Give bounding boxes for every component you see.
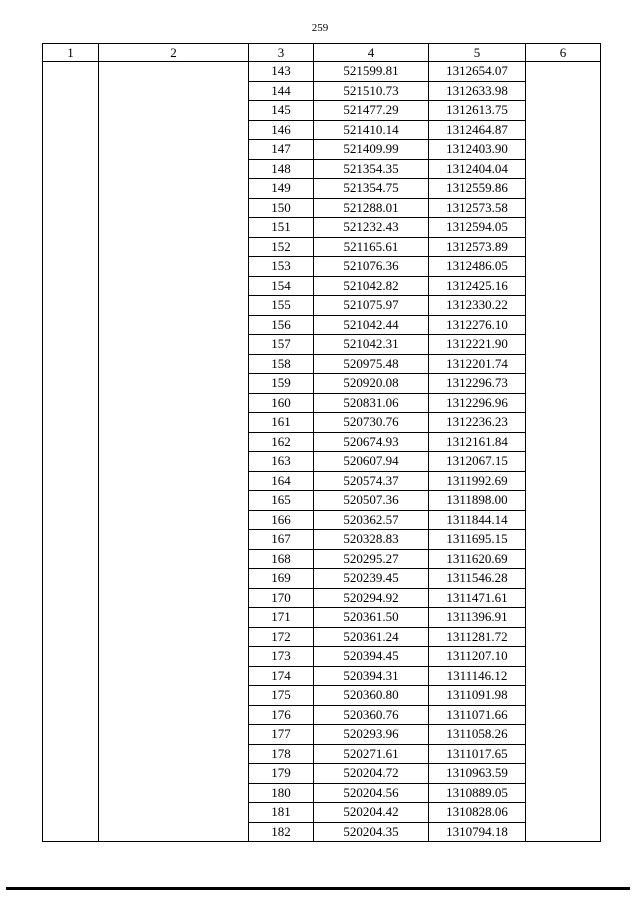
x-coordinate-cell: 520271.61 xyxy=(314,744,429,764)
x-coordinate-cell: 520204.56 xyxy=(314,783,429,803)
point-number-cell: 172 xyxy=(249,627,314,647)
point-number-cell: 173 xyxy=(249,647,314,667)
point-number-cell: 158 xyxy=(249,354,314,374)
x-coordinate-cell: 520507.36 xyxy=(314,491,429,511)
y-coordinate-cell: 1312613.75 xyxy=(429,101,526,121)
point-number-cell: 170 xyxy=(249,588,314,608)
x-coordinate-cell: 521042.82 xyxy=(314,276,429,296)
y-coordinate-cell: 1312403.90 xyxy=(429,140,526,160)
point-number-cell: 175 xyxy=(249,686,314,706)
point-number-cell: 155 xyxy=(249,296,314,316)
x-coordinate-cell: 521076.36 xyxy=(314,257,429,277)
y-coordinate-cell: 1310828.06 xyxy=(429,803,526,823)
point-number-cell: 168 xyxy=(249,549,314,569)
y-coordinate-cell: 1312654.07 xyxy=(429,62,526,82)
header-col-6: 6 xyxy=(526,44,601,62)
x-coordinate-cell: 520361.50 xyxy=(314,608,429,628)
y-coordinate-cell: 1310794.18 xyxy=(429,822,526,842)
y-coordinate-cell: 1311207.10 xyxy=(429,647,526,667)
point-number-cell: 153 xyxy=(249,257,314,277)
x-coordinate-cell: 521042.31 xyxy=(314,335,429,355)
header-col-2: 2 xyxy=(99,44,249,62)
x-coordinate-cell: 520361.24 xyxy=(314,627,429,647)
point-number-cell: 146 xyxy=(249,120,314,140)
y-coordinate-cell: 1311071.66 xyxy=(429,705,526,725)
point-number-cell: 165 xyxy=(249,491,314,511)
page-number: 259 xyxy=(311,22,329,34)
x-coordinate-cell: 520360.76 xyxy=(314,705,429,725)
table-row xyxy=(43,62,601,82)
y-coordinate-cell: 1312221.90 xyxy=(429,335,526,355)
x-coordinate-cell: 520294.92 xyxy=(314,588,429,608)
point-number-cell: 150 xyxy=(249,198,314,218)
y-coordinate-cell: 1312404.04 xyxy=(429,159,526,179)
coordinates-table xyxy=(42,43,601,842)
x-coordinate-cell: 521410.14 xyxy=(314,120,429,140)
point-number-cell: 180 xyxy=(249,783,314,803)
point-number-cell: 145 xyxy=(249,101,314,121)
y-coordinate-cell: 1311017.65 xyxy=(429,744,526,764)
point-number-cell: 171 xyxy=(249,608,314,628)
y-coordinate-cell: 1311091.98 xyxy=(429,686,526,706)
y-coordinate-cell: 1311396.91 xyxy=(429,608,526,628)
point-number-cell: 148 xyxy=(249,159,314,179)
point-number-cell: 177 xyxy=(249,725,314,745)
point-number-cell: 179 xyxy=(249,764,314,784)
header-col-1: 1 xyxy=(43,44,99,62)
point-number-cell: 182 xyxy=(249,822,314,842)
x-coordinate-cell: 520204.72 xyxy=(314,764,429,784)
x-coordinate-cell: 521409.99 xyxy=(314,140,429,160)
y-coordinate-cell: 1311546.28 xyxy=(429,569,526,589)
y-coordinate-cell: 1311844.14 xyxy=(429,510,526,530)
x-coordinate-cell: 520730.76 xyxy=(314,413,429,433)
x-coordinate-cell: 520831.06 xyxy=(314,393,429,413)
x-coordinate-cell: 520204.35 xyxy=(314,822,429,842)
x-coordinate-cell: 520204.42 xyxy=(314,803,429,823)
point-number-cell: 144 xyxy=(249,81,314,101)
y-coordinate-cell: 1312573.89 xyxy=(429,237,526,257)
x-coordinate-cell: 520674.93 xyxy=(314,432,429,452)
y-coordinate-cell: 1312330.22 xyxy=(429,296,526,316)
x-coordinate-cell: 520607.94 xyxy=(314,452,429,472)
point-number-cell: 159 xyxy=(249,374,314,394)
point-number-cell: 181 xyxy=(249,803,314,823)
y-coordinate-cell: 1312296.73 xyxy=(429,374,526,394)
point-number-cell: 154 xyxy=(249,276,314,296)
y-coordinate-cell: 1312236.23 xyxy=(429,413,526,433)
point-number-cell: 157 xyxy=(249,335,314,355)
header-col-4: 4 xyxy=(314,44,429,62)
y-coordinate-cell: 1312067.15 xyxy=(429,452,526,472)
blank-cell-col-1 xyxy=(43,62,99,842)
point-number-cell: 162 xyxy=(249,432,314,452)
point-number-cell: 169 xyxy=(249,569,314,589)
point-number-cell: 166 xyxy=(249,510,314,530)
x-coordinate-cell: 520295.27 xyxy=(314,549,429,569)
y-coordinate-cell: 1312161.84 xyxy=(429,432,526,452)
x-coordinate-cell: 521510.73 xyxy=(314,81,429,101)
y-coordinate-cell: 1310889.05 xyxy=(429,783,526,803)
x-coordinate-cell: 521042.44 xyxy=(314,315,429,335)
point-number-cell: 143 xyxy=(249,62,314,82)
y-coordinate-cell: 1312201.74 xyxy=(429,354,526,374)
point-number-cell: 152 xyxy=(249,237,314,257)
point-number-cell: 167 xyxy=(249,530,314,550)
y-coordinate-cell: 1312559.86 xyxy=(429,179,526,199)
x-coordinate-cell: 520394.31 xyxy=(314,666,429,686)
x-coordinate-cell: 520360.80 xyxy=(314,686,429,706)
y-coordinate-cell: 1312425.16 xyxy=(429,276,526,296)
point-number-cell: 163 xyxy=(249,452,314,472)
y-coordinate-cell: 1311898.00 xyxy=(429,491,526,511)
point-number-cell: 156 xyxy=(249,315,314,335)
header-col-3: 3 xyxy=(249,44,314,62)
x-coordinate-cell: 520362.57 xyxy=(314,510,429,530)
table-body xyxy=(43,62,601,842)
x-coordinate-cell: 521354.75 xyxy=(314,179,429,199)
y-coordinate-cell: 1311992.69 xyxy=(429,471,526,491)
y-coordinate-cell: 1312296.96 xyxy=(429,393,526,413)
y-coordinate-cell: 1312633.98 xyxy=(429,81,526,101)
x-coordinate-cell: 521599.81 xyxy=(314,62,429,82)
y-coordinate-cell: 1311695.15 xyxy=(429,530,526,550)
point-number-cell: 164 xyxy=(249,471,314,491)
point-number-cell: 174 xyxy=(249,666,314,686)
blank-cell-col-2 xyxy=(99,62,249,842)
x-coordinate-cell: 521288.01 xyxy=(314,198,429,218)
x-coordinate-cell: 521232.43 xyxy=(314,218,429,238)
x-coordinate-cell: 521075.97 xyxy=(314,296,429,316)
y-coordinate-cell: 1312594.05 xyxy=(429,218,526,238)
point-number-cell: 151 xyxy=(249,218,314,238)
x-coordinate-cell: 520394.45 xyxy=(314,647,429,667)
header-col-5: 5 xyxy=(429,44,526,62)
x-coordinate-cell: 520239.45 xyxy=(314,569,429,589)
y-coordinate-cell: 1310963.59 xyxy=(429,764,526,784)
blank-cell-col-6 xyxy=(526,62,601,842)
y-coordinate-cell: 1311471.61 xyxy=(429,588,526,608)
y-coordinate-cell: 1311146.12 xyxy=(429,666,526,686)
point-number-cell: 147 xyxy=(249,140,314,160)
point-number-cell: 178 xyxy=(249,744,314,764)
y-coordinate-cell: 1312464.87 xyxy=(429,120,526,140)
y-coordinate-cell: 1312276.10 xyxy=(429,315,526,335)
x-coordinate-cell: 521354.35 xyxy=(314,159,429,179)
x-coordinate-cell: 520293.96 xyxy=(314,725,429,745)
y-coordinate-cell: 1311281.72 xyxy=(429,627,526,647)
bottom-rule xyxy=(6,887,630,890)
x-coordinate-cell: 521165.61 xyxy=(314,237,429,257)
y-coordinate-cell: 1311620.69 xyxy=(429,549,526,569)
point-number-cell: 176 xyxy=(249,705,314,725)
point-number-cell: 160 xyxy=(249,393,314,413)
x-coordinate-cell: 520328.83 xyxy=(314,530,429,550)
y-coordinate-cell: 1312573.58 xyxy=(429,198,526,218)
point-number-cell: 149 xyxy=(249,179,314,199)
point-number-cell: 161 xyxy=(249,413,314,433)
x-coordinate-cell: 520920.08 xyxy=(314,374,429,394)
y-coordinate-cell: 1311058.26 xyxy=(429,725,526,745)
x-coordinate-cell: 520975.48 xyxy=(314,354,429,374)
x-coordinate-cell: 520574.37 xyxy=(314,471,429,491)
x-coordinate-cell: 521477.29 xyxy=(314,101,429,121)
table-header-row xyxy=(43,44,601,62)
y-coordinate-cell: 1312486.05 xyxy=(429,257,526,277)
